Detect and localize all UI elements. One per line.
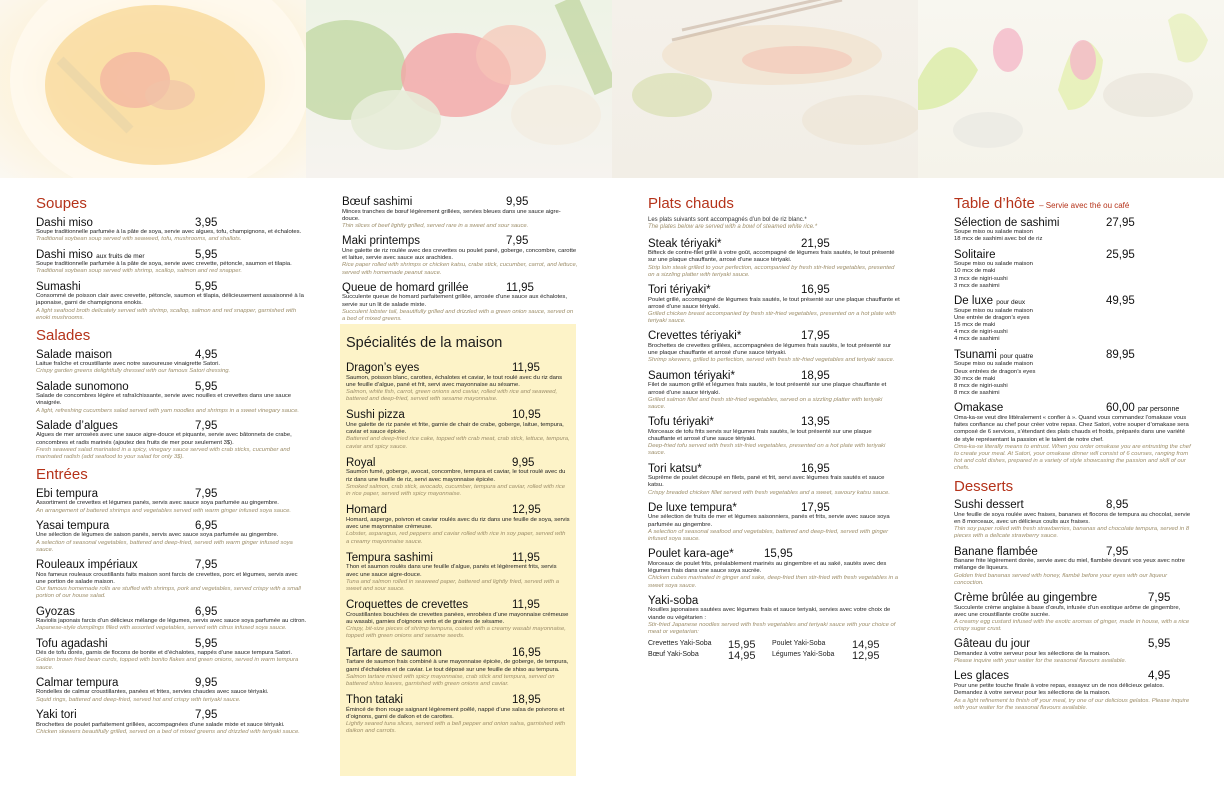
item-description-en: Oma-ka-se literally means to entrust. When you order omakase you are entrusting the chef to create your meal. At Satori, your omakase dinner will consist of 6 courses, ranging from hot and cold dishes, prepared in a variety of style showcasing the passion and skill of our chefs. <box>954 443 1191 472</box>
item-name: Homard <box>346 504 387 517</box>
item-name: Banane flambée <box>954 545 1038 558</box>
item-name: Gâteau du jour <box>954 638 1031 651</box>
item-name: Yaki-soba <box>648 594 699 607</box>
item-line: 18 mcx de sashimi avec bol de riz <box>954 236 1043 243</box>
item-price: 7,95 <box>195 708 218 721</box>
item-description-en: Golden fried bananas served with honey, flambé before your eyes with our liqueur concoction. <box>954 572 1168 586</box>
item-name: Steak tériyaki* <box>648 237 722 250</box>
menu-item <box>648 370 900 411</box>
item-name: Crevettes tériyaki* <box>648 330 742 343</box>
item-description-en: Thin soy paper rolled with fresh strawberries, bananas and chocolate tempura, served in 8 pieces with a delicate strawberry sauce. <box>954 526 1190 540</box>
item-description-en: Chicken cubes marinated in ginger and sake, deep-fried then stir-fried with fresh vegetables in a sweet soya sauce. <box>648 575 899 589</box>
item-description-en: A selection of seasonal seafood and vegetables, battered and deep-fried, served with ginger infused soya sauce. <box>648 528 889 543</box>
item-line: 3 mcx de nigiri-sushi <box>954 275 1008 282</box>
menu-item <box>36 217 308 244</box>
item-name: Tempura sashimi <box>346 551 433 564</box>
specialites-box <box>340 324 576 776</box>
item-description-en: As a light refinement to finish off your meal, try one of our delicious gelatos. Please inquire with your waiter for the seasonal flavours available. <box>954 697 1190 711</box>
item-description-en: Strip loin steak grilled to your perfection, accompanied by fresh stir-fried vegetables, presented on a sizzling platter with teriyaki sauce. <box>648 264 895 278</box>
sashimi-photo <box>306 0 612 178</box>
menu-item <box>346 457 570 498</box>
item-price: 5,95 <box>1148 638 1171 651</box>
item-description-en: Crispy, bit-size pieces of shrimp tempura, coated with a creamy wasabi mayonnaise, topped with green onions and sesame seeds. <box>346 626 566 640</box>
item-description-fr: Demandez à votre serveur pour les sélections de la maison. <box>954 651 1111 658</box>
item-description-fr: Bifteck de contre-filet grillé à votre goût, accompagné de légumes frais sautés, le tout présenté sur une plaque chauffante, arrosé d’une sauce tériyaki. <box>648 250 895 264</box>
menu-item <box>36 559 308 600</box>
item-description-fr: Saumon fumé, goberge, avocat, concombre, tempura et caviar, le tout roulé avec du riz dans une feuille de riz, servi avec mayonnaise épicée. <box>346 469 566 483</box>
soba-option-price: 14,95 <box>852 639 880 652</box>
item-description-fr: Soupe traditionnelle parfumée à la pâte de soya, servie avec algues, tofu, champignons, et échalotes. <box>36 229 302 236</box>
menu-item <box>648 284 900 325</box>
desserts-title: Desserts <box>954 477 1014 495</box>
item-description-fr: Assortiment de crevettes et légumes panés, servis avec sauce soya parfumée au gingembre. <box>36 500 279 507</box>
item-name: Thon tataki <box>346 694 403 707</box>
item-price: 6,95 <box>195 519 218 532</box>
sushi-platter-photo <box>612 0 918 178</box>
item-name: Salade maison <box>36 348 113 361</box>
plats-note-fr: Les plats suivants sont accompagnés d’un bol de riz blanc.* <box>648 216 807 223</box>
menu-item <box>648 548 900 589</box>
item-description-en: Tuna and salmon rolled in seaweed paper, battered and lightly fried, served with a sweet and sour sauce. <box>346 578 560 592</box>
plats-chauds-title: Plats chauds <box>648 195 734 212</box>
item-name: Bœuf sashimi <box>342 196 413 208</box>
item-price: 13,95 <box>801 416 830 429</box>
item-name: Rouleaux impériaux <box>36 559 138 572</box>
item-price: 5,95 <box>195 280 218 293</box>
salades-title: Salades <box>36 327 91 345</box>
item-name: Maki printemps <box>342 235 420 248</box>
item-description-fr: Homard, asperge, poivron et caviar roulés avec du riz dans une feuille de soya, servis avec une mayonnaise crémeuse. <box>346 516 570 531</box>
menu-item <box>954 638 1192 665</box>
column-4 <box>954 190 1192 717</box>
item-description-en: Please inquire with your waiter for the seasonal flavours available. <box>954 658 1127 665</box>
item-name: Poulet kara-age* <box>648 548 734 561</box>
item-line: 3 mcx de sashimi <box>954 282 1000 289</box>
item-line: Soupe miso ou salade maison <box>954 229 1033 236</box>
item-name: Tori katsu* <box>648 462 702 475</box>
item-price: 12,95 <box>512 504 541 517</box>
item-line: 4 mcx de sashimi <box>954 336 1000 343</box>
item-price: 7,95 <box>1148 591 1171 604</box>
soba-option-label: Crevettes Yaki-Soba <box>648 640 712 648</box>
soba-option-price: 12,95 <box>852 650 880 663</box>
item-description-en: Deep-fried tofu served with fresh stir-fried vegetables, presented on a hot plate with teriyaki sauce. <box>648 443 886 457</box>
item-description-fr: Suprême de poulet découpé en filets, pané et frit, servi avec légumes frais sautés et sauce katsu. <box>648 475 885 489</box>
table-hote-subtitle: – Servie avec thé ou café <box>1039 201 1130 210</box>
item-description-en: Traditional soybean soup served with seaweed, tofu, mushrooms, and shallots. <box>36 236 242 243</box>
item-line: 15 mcx de maki <box>954 322 996 329</box>
soba-option-label: Bœuf Yaki-Soba <box>648 651 699 659</box>
soba-option-price: 15,95 <box>728 639 756 652</box>
item-description-fr: Croustillantes bouchées de crevettes panées, enrobées d’une mayonnaise crémeuse au wasabi, garnies d’oignons verts et de graines de sésame. <box>346 611 569 626</box>
item-description-fr: Dés de tofu dorés, garnis de flocons de bonite et d’échalotes, nappés d’une sauce tempura Satori. <box>36 650 293 657</box>
item-price: 16,95 <box>801 283 830 296</box>
item-price: 60,00 par personne <box>1106 402 1180 415</box>
item-description-en: Succulent lobster tail, beautifully grilled and drizzled with a green onion sauce, served on a bed of mixed greens. <box>342 308 574 322</box>
entrees-title: Entrées <box>36 466 88 484</box>
menu-item <box>36 709 308 736</box>
menu-item <box>36 520 308 554</box>
item-name: Queue de homard grillée <box>342 281 469 294</box>
menu-item <box>954 670 1192 711</box>
item-price: 18,95 <box>512 694 541 707</box>
item-description-fr: Morceaux de poulet frits, préalablement marinés au gingembre et au saké, sautés avec des légumes frais dans une sauce soya sucrée. <box>648 560 887 575</box>
item-description-en: Salmon, white fish, carrot, green onions and caviar, rolled with rice and seaweed, battered and deep-fried, served with sesame mayonnaise. <box>346 388 558 403</box>
item-price: 9,95 <box>195 676 218 689</box>
item-price: 7,95 <box>195 487 218 500</box>
item-name: Dashi miso <box>36 216 93 229</box>
item-name: Gyozas <box>36 605 75 618</box>
item-description-fr: Laitue fraîche et croustillante avec notre savoureuse vinaigrette Satori. <box>36 361 221 368</box>
menu-item <box>648 502 900 543</box>
menu-item <box>648 330 900 364</box>
item-name: Tofu agadashi <box>36 637 108 650</box>
menu-item <box>954 349 1192 398</box>
item-name: De luxe tempura* <box>648 501 737 514</box>
item-description-fr: Brochettes de poulet parfaitement grillées, accompagnées d’une salade mixte et sauce tériyaki. <box>36 721 285 728</box>
item-description-en: Golden brown fried bean curds, topped with bonito flakes and green onions, served in warm tempura sauce. <box>36 657 299 671</box>
item-price: 7,95 <box>506 235 529 248</box>
menu-item <box>36 420 308 461</box>
item-description-fr: Salade de concombres légère et rafraîchissante, servie avec nouilles et crevettes dans une sauce vinaigrée. <box>36 393 292 407</box>
menu-item <box>36 349 308 376</box>
item-description-en: Crispy breaded chicken fillet served with fresh vegetables and a sweet, savoury katsu sauce. <box>648 489 890 496</box>
item-name: Yaki tori <box>36 708 77 721</box>
item-description-fr: Saumon, poisson blanc, carottes, échalotes et caviar, le tout roulé avec du riz dans une feuille d’algue, pané et frit, servi avec mayonnaise au sésame. <box>346 374 563 388</box>
item-price: 9,95 <box>506 196 529 208</box>
item-price: 18,95 <box>801 369 830 382</box>
item-description-fr: Une sélection de légumes de saison panés, servis avec sauce soya parfumée au gingembre. <box>36 532 279 539</box>
item-name: Yasai tempura <box>36 519 110 532</box>
item-price: 3,95 <box>195 216 218 229</box>
item-description-en: A light, refreshing cucumbers salad served with yam noodles and shrimps in a sweet vinegary sauce. <box>36 407 300 414</box>
item-name: Tofu tériyaki* <box>648 416 714 429</box>
item-line: 30 mcx de maki <box>954 375 996 382</box>
item-line: 10 mcx de maki <box>954 268 996 275</box>
item-price: 7,95 <box>195 559 218 572</box>
soupes-title: Soupes <box>36 195 87 212</box>
menu-item <box>342 196 578 230</box>
item-name: Salade sunomono <box>36 380 129 393</box>
item-description-fr: Émincé de thon rouge saignant légèrement poêlé, nappé d’une salsa de poivrons et d’oignons, garni de daikon et de carottes. <box>346 706 565 720</box>
item-description-fr: Pour une petite touche finale à votre repas, essayez un de nos délicieux gelatos. Demandez à votre serveur pour les sélections de la maison. <box>954 683 1165 697</box>
item-name: Sushi pizza <box>346 409 405 422</box>
item-description-fr: Thon et saumon roulés dans une feuille d’algue, panés et légèrement frits, servis avec une sauce aigre-douce. <box>346 564 557 578</box>
menu-item <box>36 606 308 633</box>
item-price: 15,95 <box>764 548 793 561</box>
menu-item <box>346 362 570 403</box>
item-description-fr: Poulet grillé, accompagné de légumes frais sautés, le tout présenté sur une plaque chauffante et arrosé d’une sauce tériyaki. <box>648 296 900 310</box>
menu-item <box>648 463 900 497</box>
item-name: Tartare de saumon <box>346 646 442 659</box>
item-description-fr: Consommé de poisson clair avec crevette, pétoncle, saumon et tilapia, délicieusement assaisonné à la japonaise, garni de champignons enokis. <box>36 293 304 307</box>
item-price: 9,95 <box>512 456 535 469</box>
menu-item <box>346 409 570 450</box>
plats-note-en: The plates below are served with a bowl of steamed white rice.* <box>648 224 818 230</box>
item-description-fr: Algues de mer arrosées avec une sauce aigre-douce et piquante, servie avec bâtonnets de crabe, concombres et radis marinés (ajoutez des fruits de mer pour seulement 3$). <box>36 432 292 446</box>
item-line: Une entrée de dragon’s eyes <box>954 314 1030 321</box>
item-line: Soupe miso ou salade maison <box>954 361 1033 368</box>
item-description-en: Fresh seaweed salad marinated in a spicy, vinegary sauce served with crab sticks, cucumber and marinated radish (add seafood to your salad for only 3$). <box>36 446 290 461</box>
menu-item <box>954 295 1192 344</box>
item-price: 25,95 <box>1106 248 1135 261</box>
item-price: 6,95 <box>195 605 218 618</box>
item-name: Crème brûlée au gingembre <box>954 591 1098 604</box>
item-name: De luxe pour deux <box>954 295 1026 307</box>
soba-option-price: 14,95 <box>728 650 756 663</box>
column-3 <box>648 190 900 667</box>
photo-strip <box>0 0 1224 178</box>
item-name: Sushi dessert <box>954 499 1024 512</box>
item-description-en: Stir-fried Japanese noodles served with fresh vegetables and teriyaki sauce with your choice of meat or vegetarian: <box>648 621 896 635</box>
menu-item <box>346 552 570 593</box>
item-name: Omakase <box>954 402 1004 415</box>
item-description-fr: Rondelles de calmar croustillantes, panées et frites, servies chaudes avec sauce tériyaki. <box>36 689 269 696</box>
menu-item <box>954 217 1192 244</box>
item-description-en: A creamy egg custard infused with the exotic aromas of ginger, made in house, with a nice crispy sugar crust. <box>954 619 1190 633</box>
menu-item <box>648 238 900 279</box>
item-description-en: Lightly seared tuna slices, served with a bell pepper and onion salsa, garnished with daikon and carrots. <box>346 721 566 735</box>
item-description-en: Rice paper rolled with shrimps or chicken katsu, crabe stick, cucumber, carrot, and lettuce, served with homemade peanut sauce. <box>342 262 578 276</box>
item-name: Salade d’algues <box>36 419 118 432</box>
column-1 <box>36 190 308 741</box>
menu-item <box>342 282 578 323</box>
item-description-en: Shrimp skewers, grilled to perfection, served with fresh stir-fried vegetables and teriyaki sauce. <box>648 357 895 364</box>
menu-item <box>954 499 1192 540</box>
item-description-fr: Une galette de riz panée et frite, garnie de chair de crabe, goberge, laitue, tempura, caviar et sauce épicée. <box>346 422 564 436</box>
item-price: 16,95 <box>801 462 830 475</box>
item-description-en: Lobster, asparagus, red peppers and caviar rolled with rice in soy paper, served with a creamy mayonnaise sauce. <box>346 531 566 545</box>
menu-item <box>954 546 1192 587</box>
item-description-en: Crispy garden greens delightfully dressed with our famous Satori dressing. <box>36 368 231 375</box>
menu-item <box>36 249 308 276</box>
item-description-fr: Une feuille de soya roulée avec fraises, bananes et flocons de tempura au chocolat, servie en 8 morceaux, avec un délicieux coulis aux fraises. <box>954 511 1191 525</box>
item-line: 8 mcx de nigiri-sushi <box>954 382 1008 389</box>
menu-item <box>648 595 900 662</box>
menu-item <box>342 235 578 276</box>
item-line: Soupe miso ou salade maison <box>954 307 1033 314</box>
item-price: 4,95 <box>1148 670 1171 683</box>
menu-item <box>954 249 1192 290</box>
item-description-fr: Oma-ka-se veut dire littéralement « confier à ». Quand vous commandez l’omakase vous faites confiance au chef pour créer votre repas. Chez Satori, votre souper d’omakase sera composé de 6 services, s’étendant des plats chauds et froids, préparés dans une variété de style représentant la passion et le talent de notre chef. <box>954 414 1189 443</box>
item-description-en: A selection of seasonal vegetables, battered and deep-fried, served with warm ginger infused soya sauce. <box>36 539 293 553</box>
item-price: 7,95 <box>195 419 218 432</box>
item-name: Tsunami pour quatre <box>954 348 1034 361</box>
item-price: 5,95 <box>195 637 218 650</box>
item-description-fr: Banane frite légèrement dorée, servie avec du miel, flambée devant vos yeux avec notre mélange de liqueurs. <box>954 558 1185 572</box>
item-description-fr: Brochettes de crevettes grillées, accompagnées de légumes frais sautés, le tout présenté sur une plaque chauffante et arrosé d’une sauce tériyaki. <box>648 343 891 357</box>
item-name: Dashi miso aux fruits de mer <box>36 248 145 261</box>
item-description-fr: Filet de saumon grillé et légumes frais sautés, le tout présenté sur une plaque chauffante et arrosé d’une sauce tériyaki. <box>648 382 887 396</box>
yaki-soba-options <box>648 640 900 662</box>
item-description-en: Traditional soybean soup served with shrimp, scallop, salmon and red snapper. <box>36 268 242 275</box>
item-price: 7,95 <box>1106 545 1129 558</box>
item-name: Saumon tériyaki* <box>648 369 735 382</box>
item-line: Soupe miso ou salade maison <box>954 261 1033 268</box>
table-hote-title: Table d’hôte – Servie avec thé ou café <box>954 195 1130 212</box>
item-description-fr: Nos fameux rouleaux croustillants faits maison sont farcis de crevettes, porc et légumes, servis avec une portion de salade maison. <box>36 571 298 585</box>
item-name: Ebi tempura <box>36 487 99 500</box>
item-description-fr: Minces tranches de bœuf légèrement grillées, servies bleues dans une sauce aigre-douce. <box>342 208 561 222</box>
menu-item <box>36 638 308 672</box>
item-description-fr: Nouilles japonaises sautées avec légumes frais et sauce teriyaki, servies avec votre choix de viande ou végétarien : <box>648 607 891 621</box>
soba-option-label: Légumes Yaki-Soba <box>772 651 835 659</box>
item-description-en: An arrangement of battered shrimps and vegetables served with warm ginger infused soya sauce. <box>36 507 292 514</box>
maki-rolls-photo <box>918 0 1224 178</box>
menu-item <box>954 402 1192 472</box>
item-description-en: Battered and deep-fried rice cake, topped with crab meat, crab stick, lettuce, tempura, caviar and spicy sauce. <box>346 436 570 450</box>
menu-item <box>36 677 308 704</box>
item-description-en: Japanese-style dumplings filled with assorted vegetables, served with citrus infused soya sauce. <box>36 625 287 632</box>
item-price: 5,95 <box>195 380 218 393</box>
item-description-fr: Raviolis japonais farcis d’un délicieux mélange de légumes, servis avec sauce soya parfumée au citron. <box>36 618 307 625</box>
item-line: Deux entrées de dragon’s eyes <box>954 368 1036 375</box>
item-name: Sélection de sashimi <box>954 216 1060 229</box>
item-price: 17,95 <box>801 330 830 343</box>
item-description-en: Grilled salmon fillet and fresh stir-fried vegetables, served on a sizzling platter with teriyaki sauce. <box>648 396 883 410</box>
menu-item <box>36 281 308 322</box>
menu-item <box>346 694 570 735</box>
specialites-title: Spécialités de la maison <box>346 335 503 351</box>
item-line: 4 mcx de nigiri-sushi <box>954 329 1008 336</box>
item-description-en: Squid rings, battered and deep-fried, served hot and crispy with teriyaki sauce. <box>36 696 241 703</box>
item-name: Dragon’s eyes <box>346 361 420 374</box>
item-description-en: A light seafood broth delicately served with shrimp, scallop, salmon and red snapper, garnished with enoki mushrooms. <box>36 307 297 321</box>
item-description-en: Smoked salmon, crab stick, avocado, cucumber, tempura and caviar, rolled with rice in rice paper, served with spicy mayonnaise. <box>346 483 566 498</box>
item-line: 8 mcx de sashimi <box>954 390 1000 397</box>
item-price: 11,95 <box>506 281 534 294</box>
item-name: Les glaces <box>954 670 1009 683</box>
item-description-en: Salmon tartare mixed with spicy mayonnaise, crab stick and tempura, served on battered shiso leaves, garnished with green onions and caviar. <box>346 673 555 687</box>
item-price: 11,95 <box>512 599 540 612</box>
item-name: Calmar tempura <box>36 676 119 689</box>
item-price: 27,95 <box>1106 216 1135 229</box>
menu-item <box>36 488 308 515</box>
item-price: 89,95 <box>1106 348 1135 361</box>
item-description-fr: Morceaux de tofu frits servis sur légumes frais sautés, le tout présenté sur une plaque chauffante et arrosé d’une sauce tériyaki. <box>648 428 872 442</box>
item-description-fr: Une sélection de fruits de mer et légumes saisonniers, panés et frits, servie avec sauce soya parfumée au gingembre. <box>648 514 890 528</box>
soup-photo <box>0 0 306 178</box>
item-description-en: Grilled chicken breast accompanied by fresh stir-fried vegetables, presented on a hot plate with teriyaki sauce. <box>648 311 896 325</box>
item-description-en: Our famous homemade rolls are stuffed with shrimps, pork and vegetables, served crispy with a small portion of our house salad. <box>36 586 301 600</box>
item-price: 10,95 <box>512 409 541 422</box>
item-price: 8,95 <box>1106 499 1129 512</box>
item-name: Croquettes de crevettes <box>346 599 469 612</box>
menu-item <box>346 504 570 545</box>
item-price: 16,95 <box>512 646 541 659</box>
menu-item <box>648 416 900 457</box>
item-price: 49,95 <box>1106 295 1135 307</box>
item-price: 11,95 <box>512 551 540 564</box>
soba-option-label: Poulet Yaki-Soba <box>772 640 826 648</box>
item-description-fr: Succulente queue de homard parfaitement grillée, arrosée d’une sauce aux échalotes, servie sur un lit de salade mixte. <box>342 294 567 308</box>
column-2 <box>342 196 578 328</box>
item-description-en: Chicken skewers beautifully grilled, served on a bed of mixed greens and drizzled with teriyaki sauce. <box>36 728 300 735</box>
menu-item <box>954 592 1192 633</box>
item-description-fr: Succulente crème anglaise à base d’œufs, infusée d’un exotique arôme de gingembre, avec une croustillante croûte sucrée. <box>954 604 1181 618</box>
item-name: Tori tériyaki* <box>648 283 711 296</box>
menu-item <box>346 599 570 640</box>
item-description-fr: Soupe traditionnelle parfumée à la pâte de soya, servie avec crevette, pétoncle, saumon et tilapia. <box>36 261 292 268</box>
item-name: Solitaire <box>954 248 996 261</box>
item-description-fr: Tartare de saumon frais combiné à une mayonnaise épicée, de goberge, de tempura, garni d’échalotes et de caviar. Le tout déposé sur une feuille de shiso au tempura. <box>346 659 569 673</box>
item-price: 11,95 <box>512 361 540 374</box>
item-price: 4,95 <box>195 348 218 361</box>
item-price: 21,95 <box>801 237 830 250</box>
menu-item <box>36 381 308 415</box>
item-description-en: Thin slices of beef lightly grilled, served rare in a sweet and sour sauce. <box>342 223 529 230</box>
item-price: 17,95 <box>801 501 830 514</box>
item-price: 5,95 <box>195 248 218 261</box>
item-name: Sumashi <box>36 280 81 293</box>
item-description-fr: Une galette de riz roulée avec des crevettes ou poulet pané, goberge, concombre, carotte et laitue, servie avec sauce aux arachides. <box>342 247 577 262</box>
menu-item <box>346 647 570 688</box>
item-name: Royal <box>346 456 376 469</box>
